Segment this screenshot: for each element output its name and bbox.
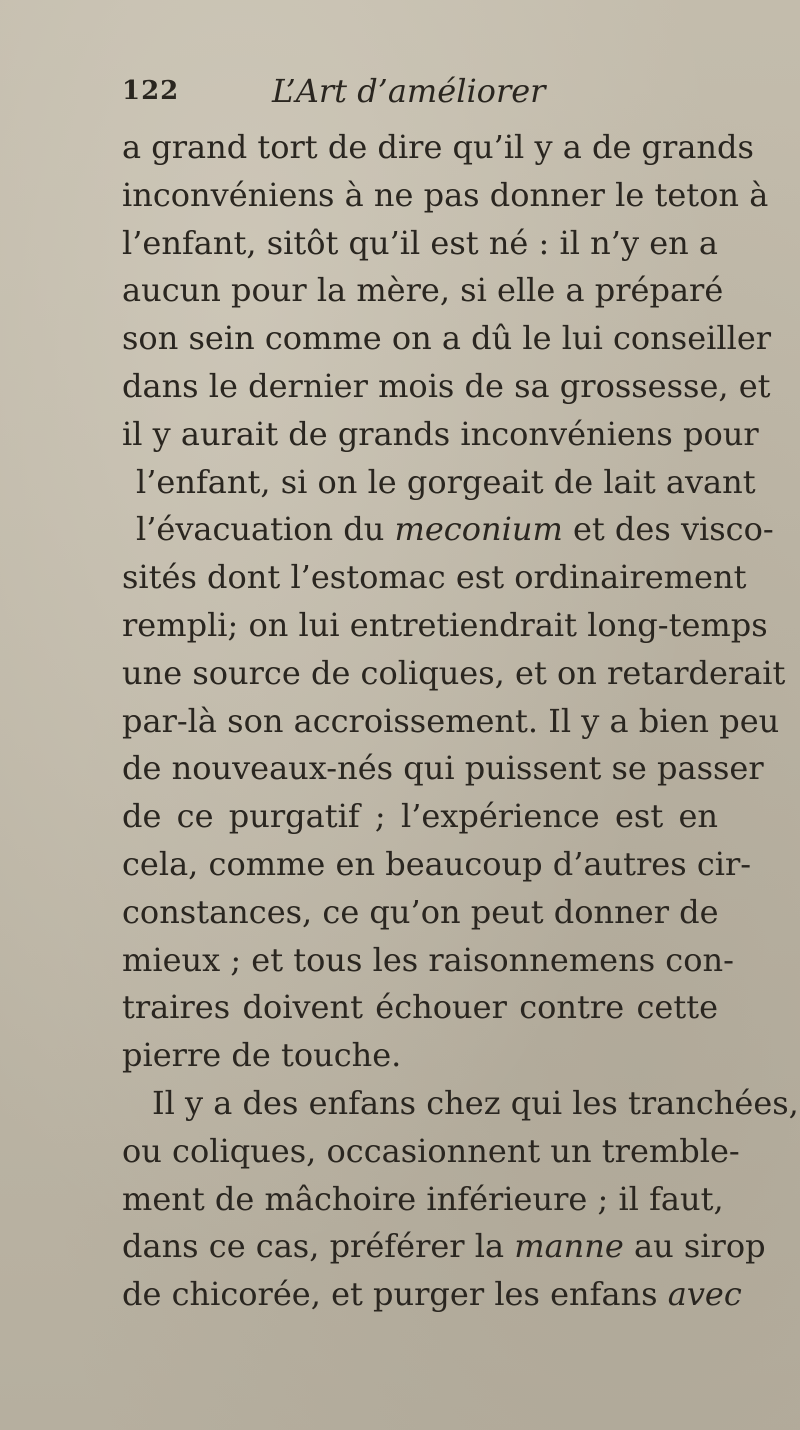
- text-line: mieux ; et tous les raisonnemens con-: [122, 940, 734, 979]
- italic-word: meconium: [394, 510, 563, 549]
- text-line: sités dont l’estomac est ordinairement: [122, 558, 747, 597]
- text-line: pierre de touche.: [122, 1036, 402, 1075]
- italic-word: manne: [514, 1227, 624, 1266]
- text-line: dans ce cas, préférer la manne au sirop: [122, 1227, 766, 1266]
- text-line: par-là son accroissement. Il y a bien peu: [122, 701, 780, 740]
- page-header: [122, 72, 682, 112]
- text-line: Il y a des enfans chez qui les tranchées,: [152, 1083, 799, 1122]
- text-line: de chicorée, et purger les enfans avec: [122, 1275, 742, 1314]
- italic-word: avec: [667, 1275, 742, 1314]
- text-line: son sein comme on a dû le lui conseiller: [122, 319, 772, 358]
- body-text: [122, 124, 799, 1319]
- text-line: cela, comme en beaucoup d’autres cir-: [122, 844, 752, 883]
- text-line: l’évacuation du meconium et des visco-: [136, 510, 774, 549]
- text-line: de ce purgatif ; l’expérience est en: [122, 797, 718, 836]
- text-line: ment de mâchoire inférieure ; il faut,: [122, 1179, 724, 1218]
- text-line: traires doivent échouer contre cette: [122, 988, 718, 1027]
- text-line: ou coliques, occasionnent un tremble-: [122, 1131, 740, 1170]
- text-line: constances, ce qu’on peut donner de: [122, 892, 719, 931]
- text-line: l’enfant, sitôt qu’il est né : il n’y en a: [122, 223, 718, 262]
- text-line: une source de coliques, et on retarderait: [122, 653, 786, 692]
- text-line: dans le dernier mois de sa grossesse, et: [122, 366, 771, 405]
- text-line: il y aurait de grands inconvéniens pour: [122, 414, 759, 453]
- text-line: aucun pour la mère, si elle a préparé: [122, 271, 724, 310]
- text-line: inconvéniens à ne pas donner le teton à: [122, 175, 769, 214]
- page-number: 122: [122, 76, 180, 106]
- text-line: rempli; on lui entretiendrait long-temps: [122, 605, 768, 644]
- text-line: a grand tort de dire qu’il y a de grands: [122, 128, 754, 166]
- text-line: de nouveaux-nés qui puissent se passer: [122, 749, 764, 788]
- text-line: l’enfant, si on le gorgeait de lait avant: [136, 462, 756, 501]
- running-title: L’Art d’améliorer: [272, 72, 546, 110]
